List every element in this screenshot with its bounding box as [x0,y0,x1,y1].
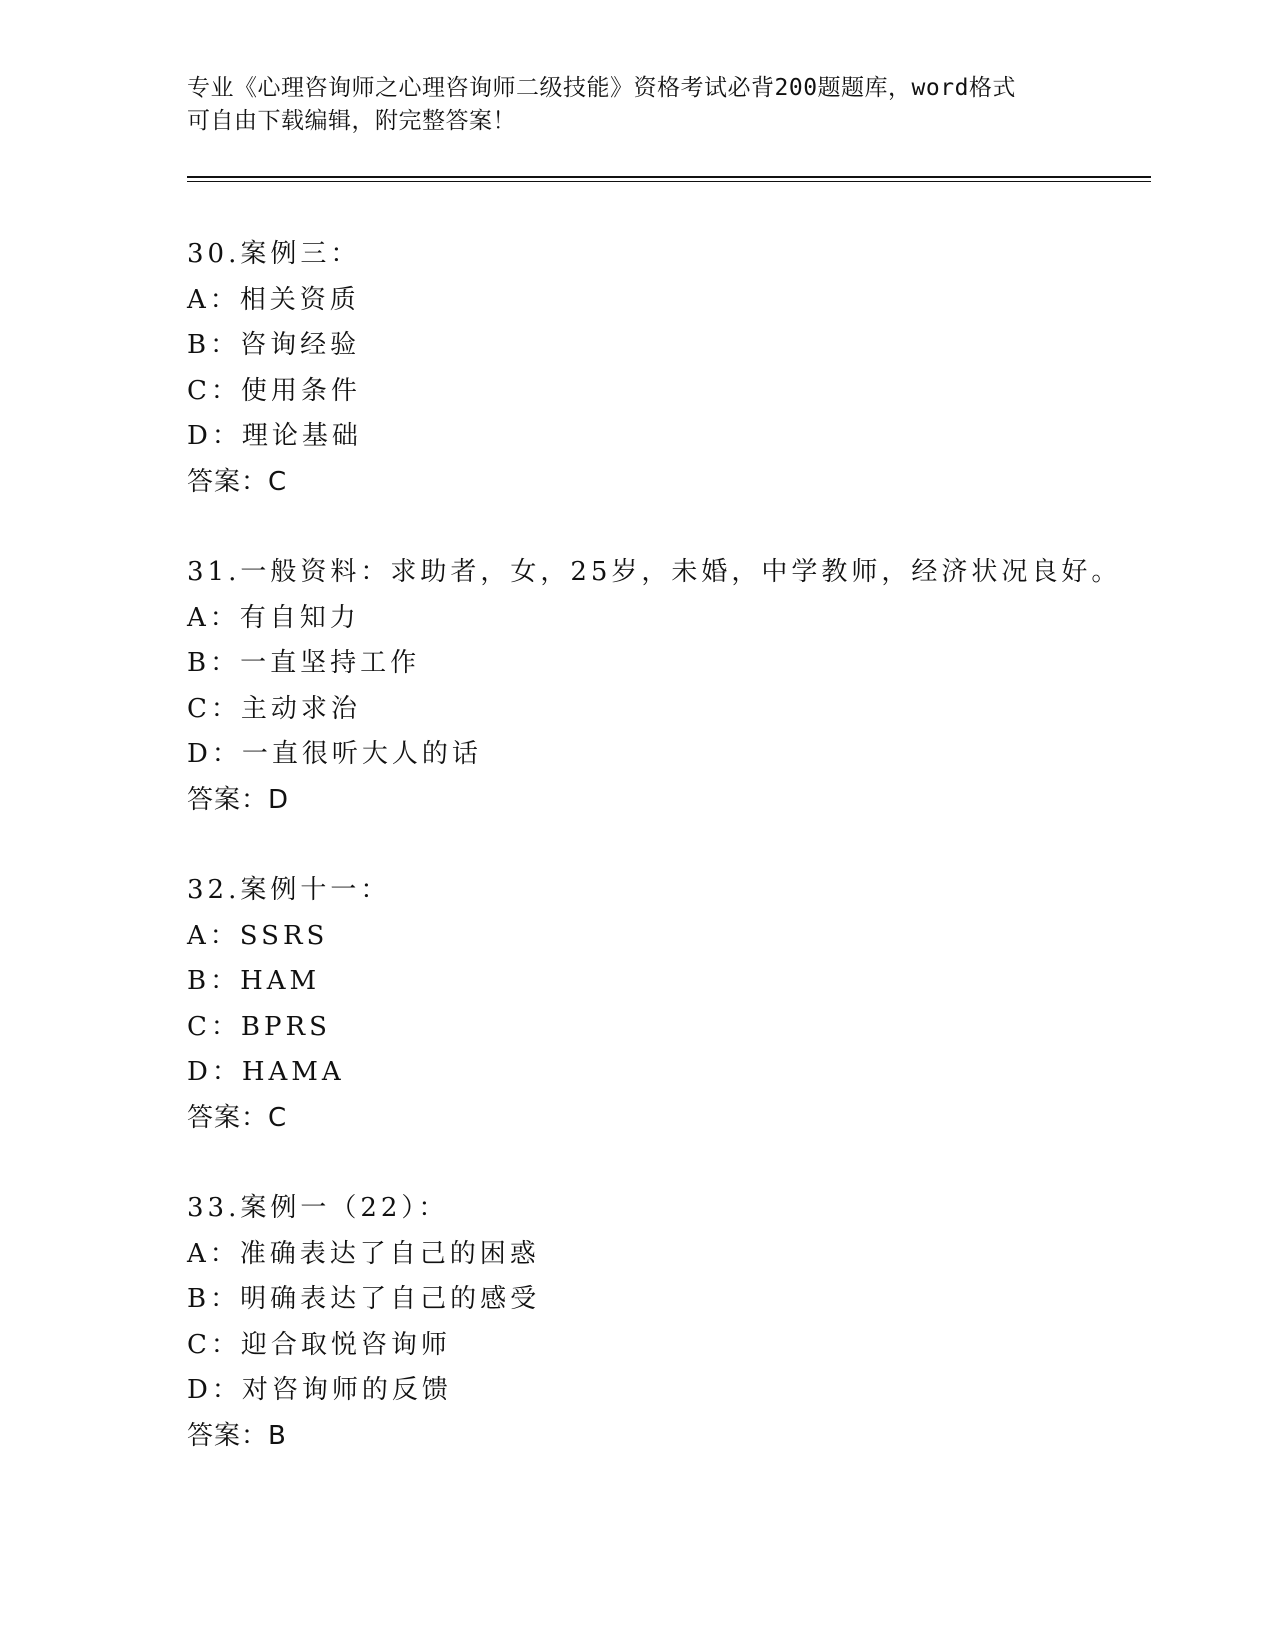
option-b: B：HAM [187,966,321,996]
option-c: C：迎合取悦咨询师 [187,1329,451,1360]
header-line-2: 可自由下载编辑，附完整答案！ [187,108,516,134]
option-b: B：咨询经验 [187,330,361,360]
option-c: C：主动求治 [187,693,361,724]
question-stem: 33.案例一（22）： [187,1193,449,1223]
option-d: D：理论基础 [187,421,362,451]
document-header [187,72,1087,138]
answer-key: 答案：C [187,1102,288,1133]
option-a: A：准确表达了自己的困惑 [187,1238,540,1269]
question-30 [187,232,1187,550]
option-c: C：使用条件 [187,375,361,406]
question-stem: 31.一般资料：求助者，女，25岁，未婚，中学教师，经济状况良好。 [187,557,1122,587]
option-d: D：对咨询师的反馈 [187,1375,452,1405]
question-stem: 32.案例十一： [187,875,391,905]
question-list [187,232,1187,1504]
question-stem: 30.案例三： [187,239,361,269]
question-32 [187,868,1187,1186]
question-33 [187,1186,1187,1504]
option-a: A：SSRS [187,920,329,951]
option-d: D：一直很听大人的话 [187,739,482,769]
answer-key: 答案：B [187,1420,287,1451]
option-c: C：BPRS [187,1011,331,1042]
option-a: A：有自知力 [187,602,360,633]
option-b: B：一直坚持工作 [187,648,421,678]
header-divider-thick [187,176,1151,178]
question-31 [187,550,1187,868]
answer-key: 答案：D [187,784,290,815]
header-line-1: 专业《心理咨询师之心理咨询师二级技能》资格考试必背200题题库，word格式 [187,75,1016,101]
option-b: B：明确表达了自己的感受 [187,1284,541,1314]
answer-key: 答案：C [187,466,288,497]
option-a: A：相关资质 [187,284,360,315]
header-divider-thin [187,181,1151,182]
option-d: D：HAMA [187,1057,345,1087]
